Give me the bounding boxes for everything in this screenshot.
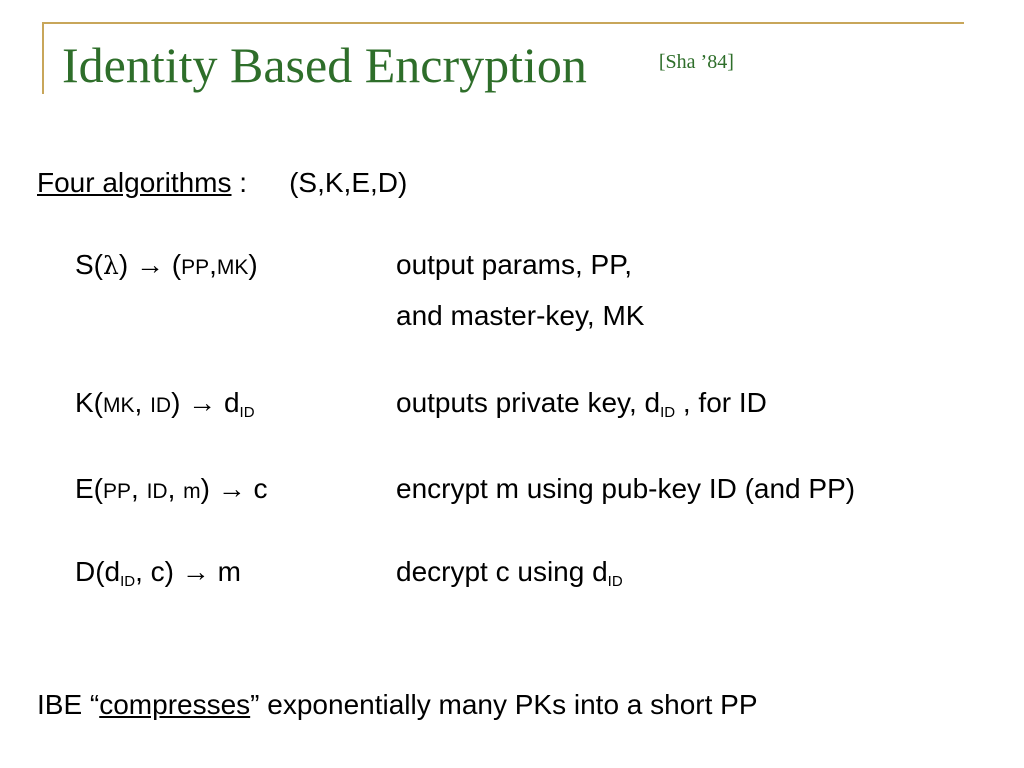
keygen-sig-id: ID bbox=[150, 394, 172, 417]
title-text: Identity Based Encryption bbox=[62, 37, 587, 93]
footer-statement bbox=[37, 688, 758, 722]
footer-part: ” exponentially many PKs into a short PP bbox=[250, 689, 758, 720]
keygen-desc-part: outputs private key, d bbox=[396, 387, 661, 418]
decrypt-sig-part: , c) → m bbox=[135, 556, 241, 587]
decrypt-desc-part: decrypt c using d bbox=[396, 556, 608, 587]
setup-sig-part: S( bbox=[75, 249, 103, 280]
encrypt-sig-part: , bbox=[167, 473, 184, 504]
title-rule-vertical bbox=[42, 22, 44, 94]
decrypt-desc-subscript: ID bbox=[607, 573, 623, 590]
intro-label: Four algorithms bbox=[37, 167, 232, 198]
footer-emphasis: compresses bbox=[99, 689, 251, 720]
keygen-description bbox=[396, 386, 767, 420]
setup-signature bbox=[75, 248, 258, 285]
footer-part: IBE “ bbox=[37, 689, 100, 720]
keygen-desc-part: , for ID bbox=[675, 387, 767, 418]
encrypt-sig-m: m bbox=[183, 480, 201, 503]
setup-sig-part: , bbox=[209, 249, 217, 280]
keygen-signature bbox=[75, 386, 255, 423]
keygen-sig-mk: MK bbox=[103, 394, 135, 417]
keygen-desc-subscript: ID bbox=[660, 404, 676, 421]
setup-description-1: output params, PP, bbox=[396, 249, 633, 280]
setup-sig-mk: MK bbox=[216, 256, 249, 279]
encrypt-sig-part: E( bbox=[75, 473, 103, 504]
setup-sig-part: ) → ( bbox=[118, 249, 182, 280]
slide-title bbox=[62, 37, 734, 93]
encrypt-sig-pp: PP bbox=[103, 480, 132, 503]
decrypt-sig-part: D(d bbox=[75, 556, 121, 587]
lambda-symbol: λ bbox=[103, 251, 119, 280]
title-reference: [Sha ’84] bbox=[658, 51, 734, 73]
intro-colon: : bbox=[231, 167, 248, 198]
keygen-sig-part: K( bbox=[75, 387, 103, 418]
intro-line bbox=[37, 166, 407, 200]
encrypt-signature bbox=[75, 472, 268, 509]
keygen-sig-subscript: ID bbox=[239, 404, 255, 421]
setup-sig-pp: PP bbox=[181, 256, 210, 279]
encrypt-description: encrypt m using pub-key ID (and PP) bbox=[396, 473, 856, 504]
keygen-sig-part: , bbox=[134, 387, 151, 418]
encrypt-sig-part: , bbox=[131, 473, 147, 504]
title-rule-horizontal bbox=[44, 22, 964, 24]
keygen-sig-part: ) → d bbox=[171, 387, 240, 418]
setup-sig-part: ) bbox=[248, 249, 258, 280]
intro-tuple: (S,K,E,D) bbox=[289, 167, 408, 198]
decrypt-description bbox=[396, 555, 623, 589]
encrypt-sig-id: ID bbox=[146, 480, 168, 503]
setup-description-2: and master-key, MK bbox=[396, 300, 645, 331]
decrypt-sig-subscript: ID bbox=[120, 573, 136, 590]
decrypt-signature bbox=[75, 555, 241, 589]
encrypt-sig-part: ) → c bbox=[200, 473, 268, 504]
